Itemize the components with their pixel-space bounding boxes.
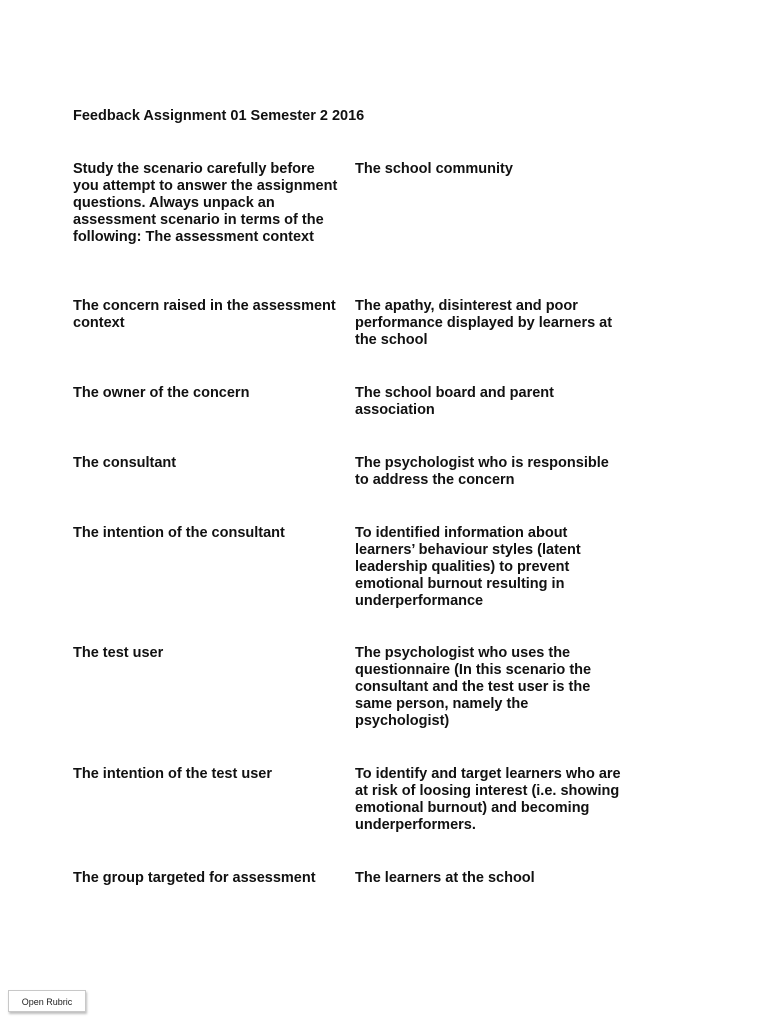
- row-value: To identified information about learners’ behaviour styles (latent leadership qualities) to prevent emotional burnout resulting in underperformance: [355, 525, 581, 609]
- document-title: Feedback Assignment 01 Semester 2 2016: [73, 108, 365, 124]
- row-label: The group targeted for assessment: [73, 870, 316, 886]
- row-value: To identify and target learners who are at risk of loosing interest (i.e. showing emotional burnout) and becoming underperformers.: [355, 766, 621, 833]
- row-label: Study the scenario carefully before you attempt to answer the assignment questions. Always unpack an assessment scenario in terms of the following: The assessment context: [73, 161, 338, 245]
- row-value: The psychologist who uses the questionnaire (In this scenario the consultant and the test user is the same person, namely the psychologist): [355, 645, 592, 729]
- row-label: The test user: [73, 645, 164, 661]
- row-label: The intention of the test user: [73, 766, 272, 782]
- row-label: The intention of the consultant: [73, 525, 285, 541]
- row-value: The learners at the school: [355, 870, 535, 886]
- row-value: The school board and parent association: [355, 385, 554, 418]
- row-label: The owner of the concern: [73, 385, 250, 401]
- row-value: The apathy, disinterest and poor performance displayed by learners at the school: [355, 298, 613, 348]
- row-label: The concern raised in the assessment context: [73, 298, 336, 331]
- row-label: The consultant: [73, 455, 177, 471]
- row-value: The school community: [355, 161, 513, 177]
- open-rubric-button[interactable]: Open Rubric: [8, 990, 86, 1012]
- row-value: The psychologist who is responsible to address the concern: [355, 455, 609, 488]
